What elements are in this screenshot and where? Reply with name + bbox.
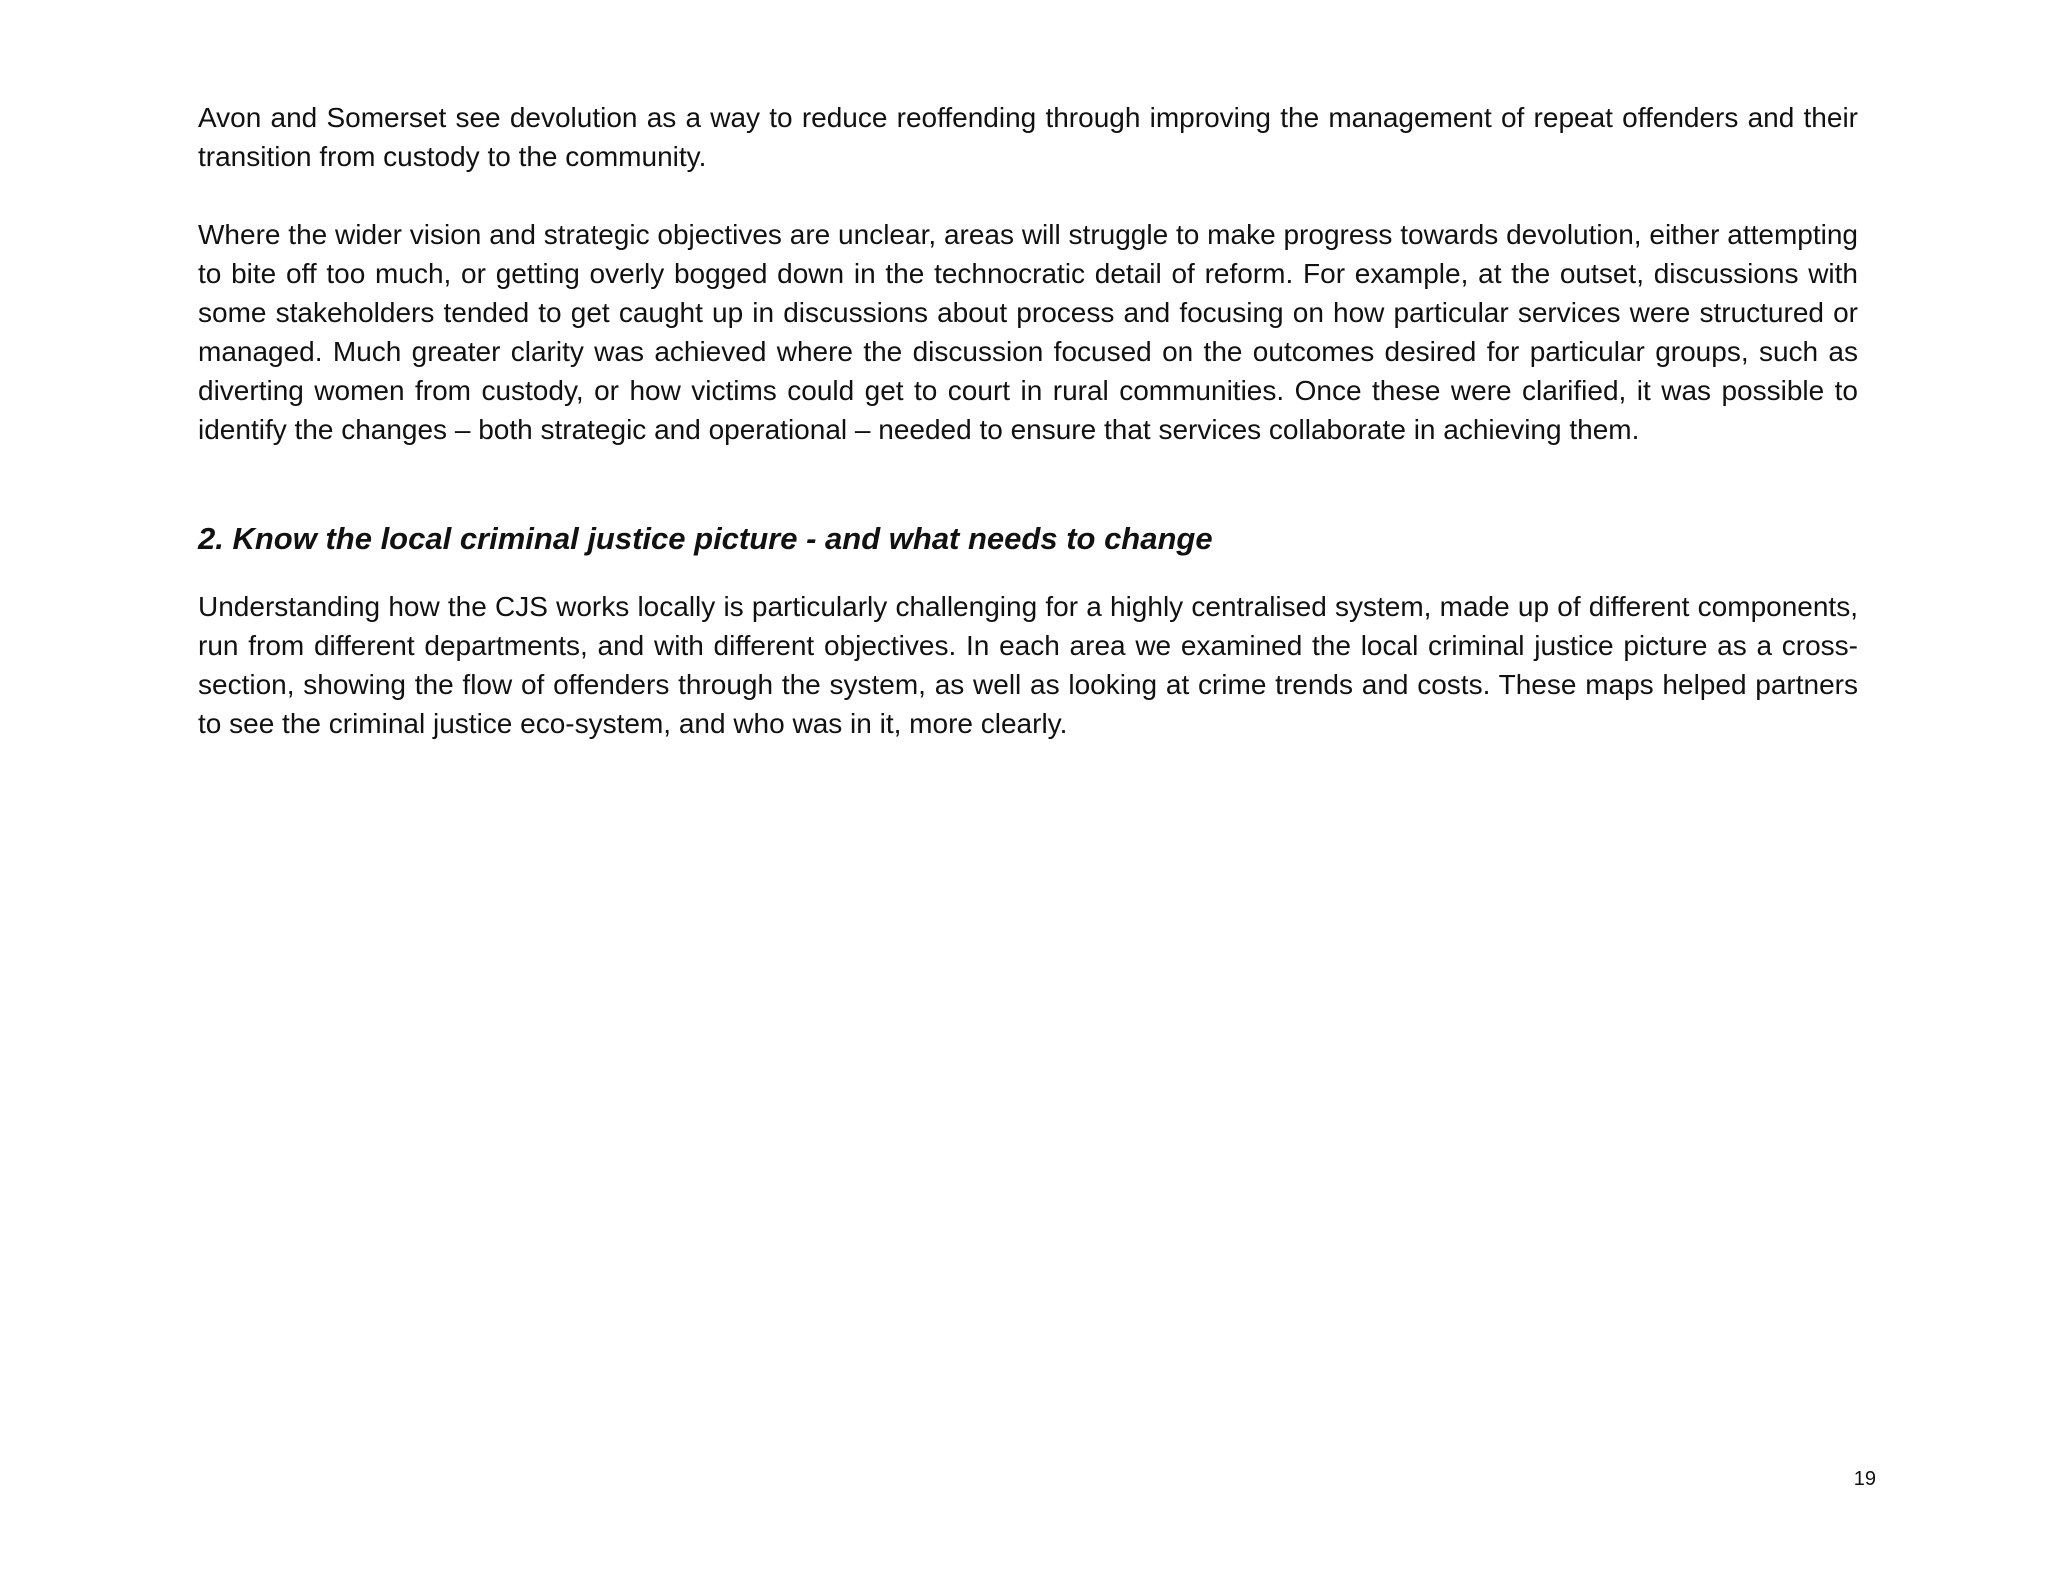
page-content xyxy=(198,98,1858,743)
paragraph-vision-objectives: Where the wider vision and strategic objectives are unclear, areas will struggle to make progress towards devolution, either attempting to bite off too much, or getting overly bogged down in the technocratic detail of reform. For example, at the outset, discussions with some stakeholders tended to get caught up in discussions about process and focusing on how particular services were structured or managed. Much greater clarity was achieved where the discussion focused on the outcomes desired for particular groups, such as diverting women from custody, or how victims could get to court in rural communities. Once these were clarified, it was possible to identify the changes – both strategic and operational – needed to ensure that services collaborate in achieving them. xyxy=(198,219,1858,445)
section-heading: 2. Know the local criminal justice picture - and what needs to change xyxy=(198,521,1213,556)
paragraph-avon-somerset: Avon and Somerset see devolution as a way to reduce reoffending through improving the management of repeat offenders and their transition from custody to the community. xyxy=(198,102,1858,172)
page-number: 19 xyxy=(1853,1468,1876,1490)
paragraph-understanding-cjs: Understanding how the CJS works locally is particularly challenging for a highly centralised system, made up of different components, run from different departments, and with different objectives. In each area we examined the local criminal justice picture as a cross-section, showing the flow of offenders through the system, as well as looking at crime trends and costs. These maps helped partners to see the criminal justice eco-system, and who was in it, more clearly. xyxy=(198,591,1858,739)
